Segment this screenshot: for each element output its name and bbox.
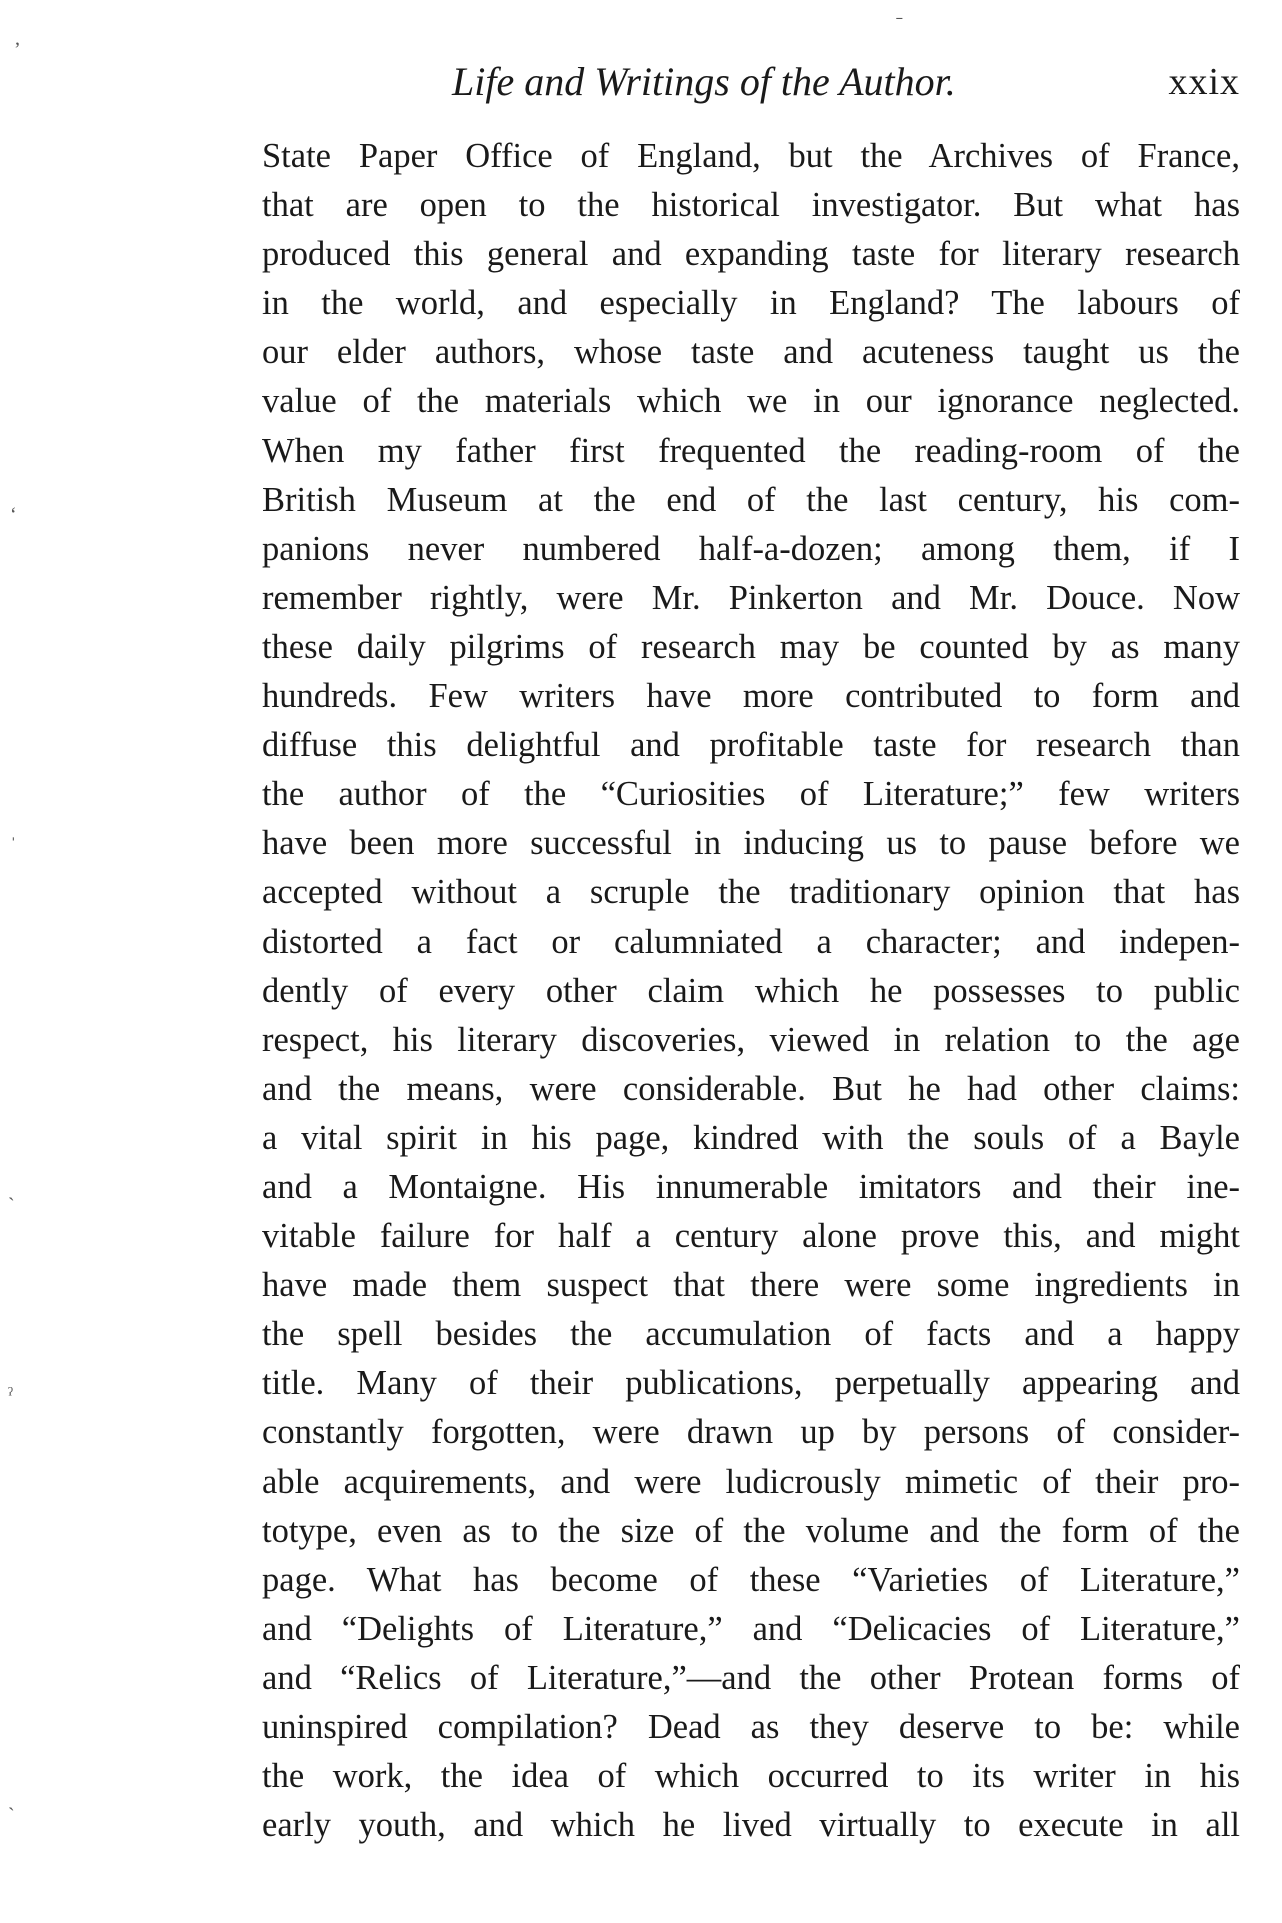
text-line: accepted without a scruple the traditionary opinion that has xyxy=(262,873,1240,912)
text-line: hundreds. Few writers have more contributed to form and xyxy=(262,677,1240,716)
text-line: early youth, and which he lived virtually to execute in all xyxy=(262,1806,1240,1845)
text-line: the author of the “Curiosities of Literature;” few writers xyxy=(262,775,1240,814)
running-head xyxy=(0,52,1240,112)
text-line: dently of every other claim which he possesses to public xyxy=(262,971,1240,1010)
text-line: page. What has become of these “Varieties of Literature,” xyxy=(262,1560,1240,1599)
text-line: British Museum at the end of the last century, his com- xyxy=(262,480,1240,519)
text-line: and “Delights of Literature,” and “Delicacies of Literature,” xyxy=(262,1609,1240,1648)
text-line: When my father first frequented the reading-room of the xyxy=(262,431,1240,470)
text-line: in the world, and especially in England? The labours of xyxy=(262,284,1240,323)
scan-speck: ʻ xyxy=(10,504,17,526)
text-line: the work, the idea of which occurred to its writer in his xyxy=(262,1757,1240,1796)
body-text xyxy=(262,132,1240,1850)
scan-speck: ʼ xyxy=(14,39,21,61)
text-line: value of the materials which we in our ignorance neglected. xyxy=(262,382,1240,421)
scan-speck: ˌ xyxy=(10,819,17,841)
text-line: respect, his literary discoveries, viewed in relation to the age xyxy=(262,1020,1240,1059)
text-line: have made them suspect that there were some ingredients in xyxy=(262,1266,1240,1305)
text-line: and “Relics of Literature,”—and the other Protean forms of xyxy=(262,1658,1240,1697)
text-line: the spell besides the accumulation of facts and a happy xyxy=(262,1315,1240,1354)
text-line: produced this general and expanding taste for literary research xyxy=(262,235,1240,274)
scan-speck: ˀ xyxy=(8,1384,13,1406)
text-line: that are open to the historical investigator. But what has xyxy=(262,186,1240,225)
text-line: constantly forgotten, were drawn up by persons of consider- xyxy=(262,1413,1240,1452)
text-line: totype, even as to the size of the volume and the form of the xyxy=(262,1511,1240,1550)
running-title: Life and Writings of the Author. xyxy=(452,59,956,104)
text-line: and the means, were considerable. But he had other claims: xyxy=(262,1069,1240,1108)
page-number: xxix xyxy=(1168,61,1240,103)
text-line: distorted a fact or calumniated a character; and indepen- xyxy=(262,922,1240,961)
scan-speck: ˏ xyxy=(8,1179,15,1201)
text-line: these daily pilgrims of research may be counted by as many xyxy=(262,627,1240,666)
text-line: have been more successful in inducing us to pause before we xyxy=(262,824,1240,863)
text-line: and a Montaigne. His innumerable imitators and their ine- xyxy=(262,1167,1240,1206)
text-line: vitable failure for half a century alone prove this, and might xyxy=(262,1217,1240,1256)
text-line: uninspired compilation? Dead as they deserve to be: while xyxy=(262,1708,1240,1746)
text-line: State Paper Office of England, but the Archives of France, xyxy=(262,137,1240,175)
text-line: panions never numbered half-a-dozen; among them, if I xyxy=(262,529,1240,568)
text-line: remember rightly, were Mr. Pinkerton and Mr. Douce. Now xyxy=(262,578,1240,617)
text-line: title. Many of their publications, perpetually appearing and xyxy=(262,1364,1240,1403)
text-line: able acquirements, and were ludicrously mimetic of their pro- xyxy=(262,1462,1240,1501)
text-line: a vital spirit in his page, kindred with the souls of a Bayle xyxy=(262,1118,1240,1157)
scan-speck: ˉ xyxy=(896,13,903,35)
text-line: our elder authors, whose taste and acuteness taught us the xyxy=(262,333,1240,372)
scan-speck: ˏ xyxy=(8,1789,15,1811)
text-line: diffuse this delightful and profitable taste for research than xyxy=(262,726,1240,765)
